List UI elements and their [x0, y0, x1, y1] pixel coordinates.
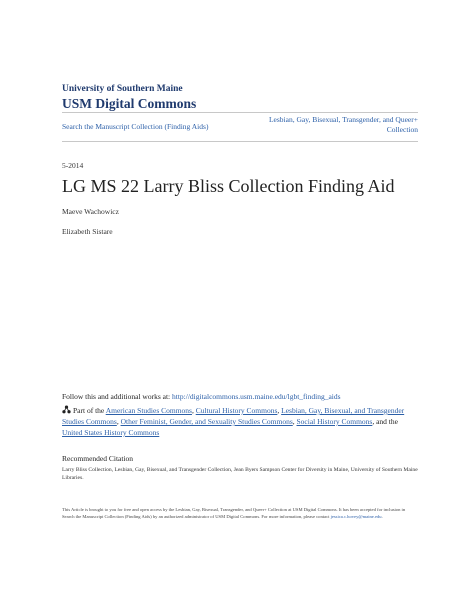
- publication-date: 5-2014: [62, 161, 84, 170]
- part-of-prefix: Part of the: [73, 406, 106, 415]
- author-name: Maeve Wachowicz: [62, 207, 119, 216]
- follow-line: [62, 392, 341, 401]
- discipline-link-lgbt-studies[interactable]: Lesbian, Gay, Bisexual, and Transgender Studies Commons: [62, 406, 405, 426]
- collection-url-link[interactable]: http://digitalcommons.usm.maine.edu/lgbt_finding_aids: [172, 392, 341, 401]
- discipline-link-american-studies[interactable]: American Studies Commons: [105, 406, 192, 415]
- access-text-end: .: [381, 514, 383, 519]
- discipline-link-us-history[interactable]: United States History Commons: [62, 428, 160, 437]
- separator: ,: [292, 417, 297, 426]
- discipline-link-cultural-history[interactable]: Cultural History Commons: [195, 406, 278, 415]
- repository-title[interactable]: USM Digital Commons: [62, 96, 197, 111]
- separator: ,: [191, 406, 196, 415]
- separator: ,: [116, 417, 121, 426]
- header-divider-bottom: [62, 141, 418, 142]
- open-access-notice: [62, 506, 418, 520]
- discipline-link-feminist-gender-sexuality[interactable]: Other Feminist, Gender, and Sexuality Studies Commons: [120, 417, 293, 426]
- access-text: This Article is brought to you for free and open access by the Lesbian, Gay, Bisexual, Transgender, and Queer+ Collection at USM Digital Commons. It has been accepted for inclusion in Search the Manuscript Collection (Finding Aids) by an authorized administrator of USM Digital Commons. For more information, please contact: [62, 507, 406, 519]
- discipline-link-social-history[interactable]: Social History Commons: [296, 417, 373, 426]
- contact-email-link[interactable]: jessica.c.hovey@maine.edu: [330, 514, 382, 519]
- part-of-disciplines: [62, 405, 418, 438]
- document-title: LG MS 22 Larry Bliss Collection Finding Aid: [62, 176, 395, 196]
- collection-link[interactable]: Search the Manuscript Collection (Finding Aids): [62, 122, 209, 131]
- follow-label: Follow this and additional works at:: [62, 392, 172, 401]
- institution-name[interactable]: University of Southern Maine: [62, 84, 183, 94]
- header-divider-top: [62, 112, 418, 113]
- citation-heading: Recommended Citation: [62, 454, 134, 463]
- repository-header: [62, 84, 418, 111]
- network-commons-icon: [62, 405, 71, 414]
- parent-collection-link[interactable]: Lesbian, Gay, Bisexual, Transgender, and Queer+ Collection: [268, 115, 418, 134]
- separator: , and the: [372, 417, 398, 426]
- separator: ,: [277, 406, 282, 415]
- author-name: Elizabeth Sistare: [62, 227, 113, 236]
- citation-text: Larry Bliss Collection, Lesbian, Gay, Bisexual, and Transgender Collection, Jean Byers Sampson Center for Diversity in Maine, University of Southern Maine Libraries.: [62, 467, 418, 481]
